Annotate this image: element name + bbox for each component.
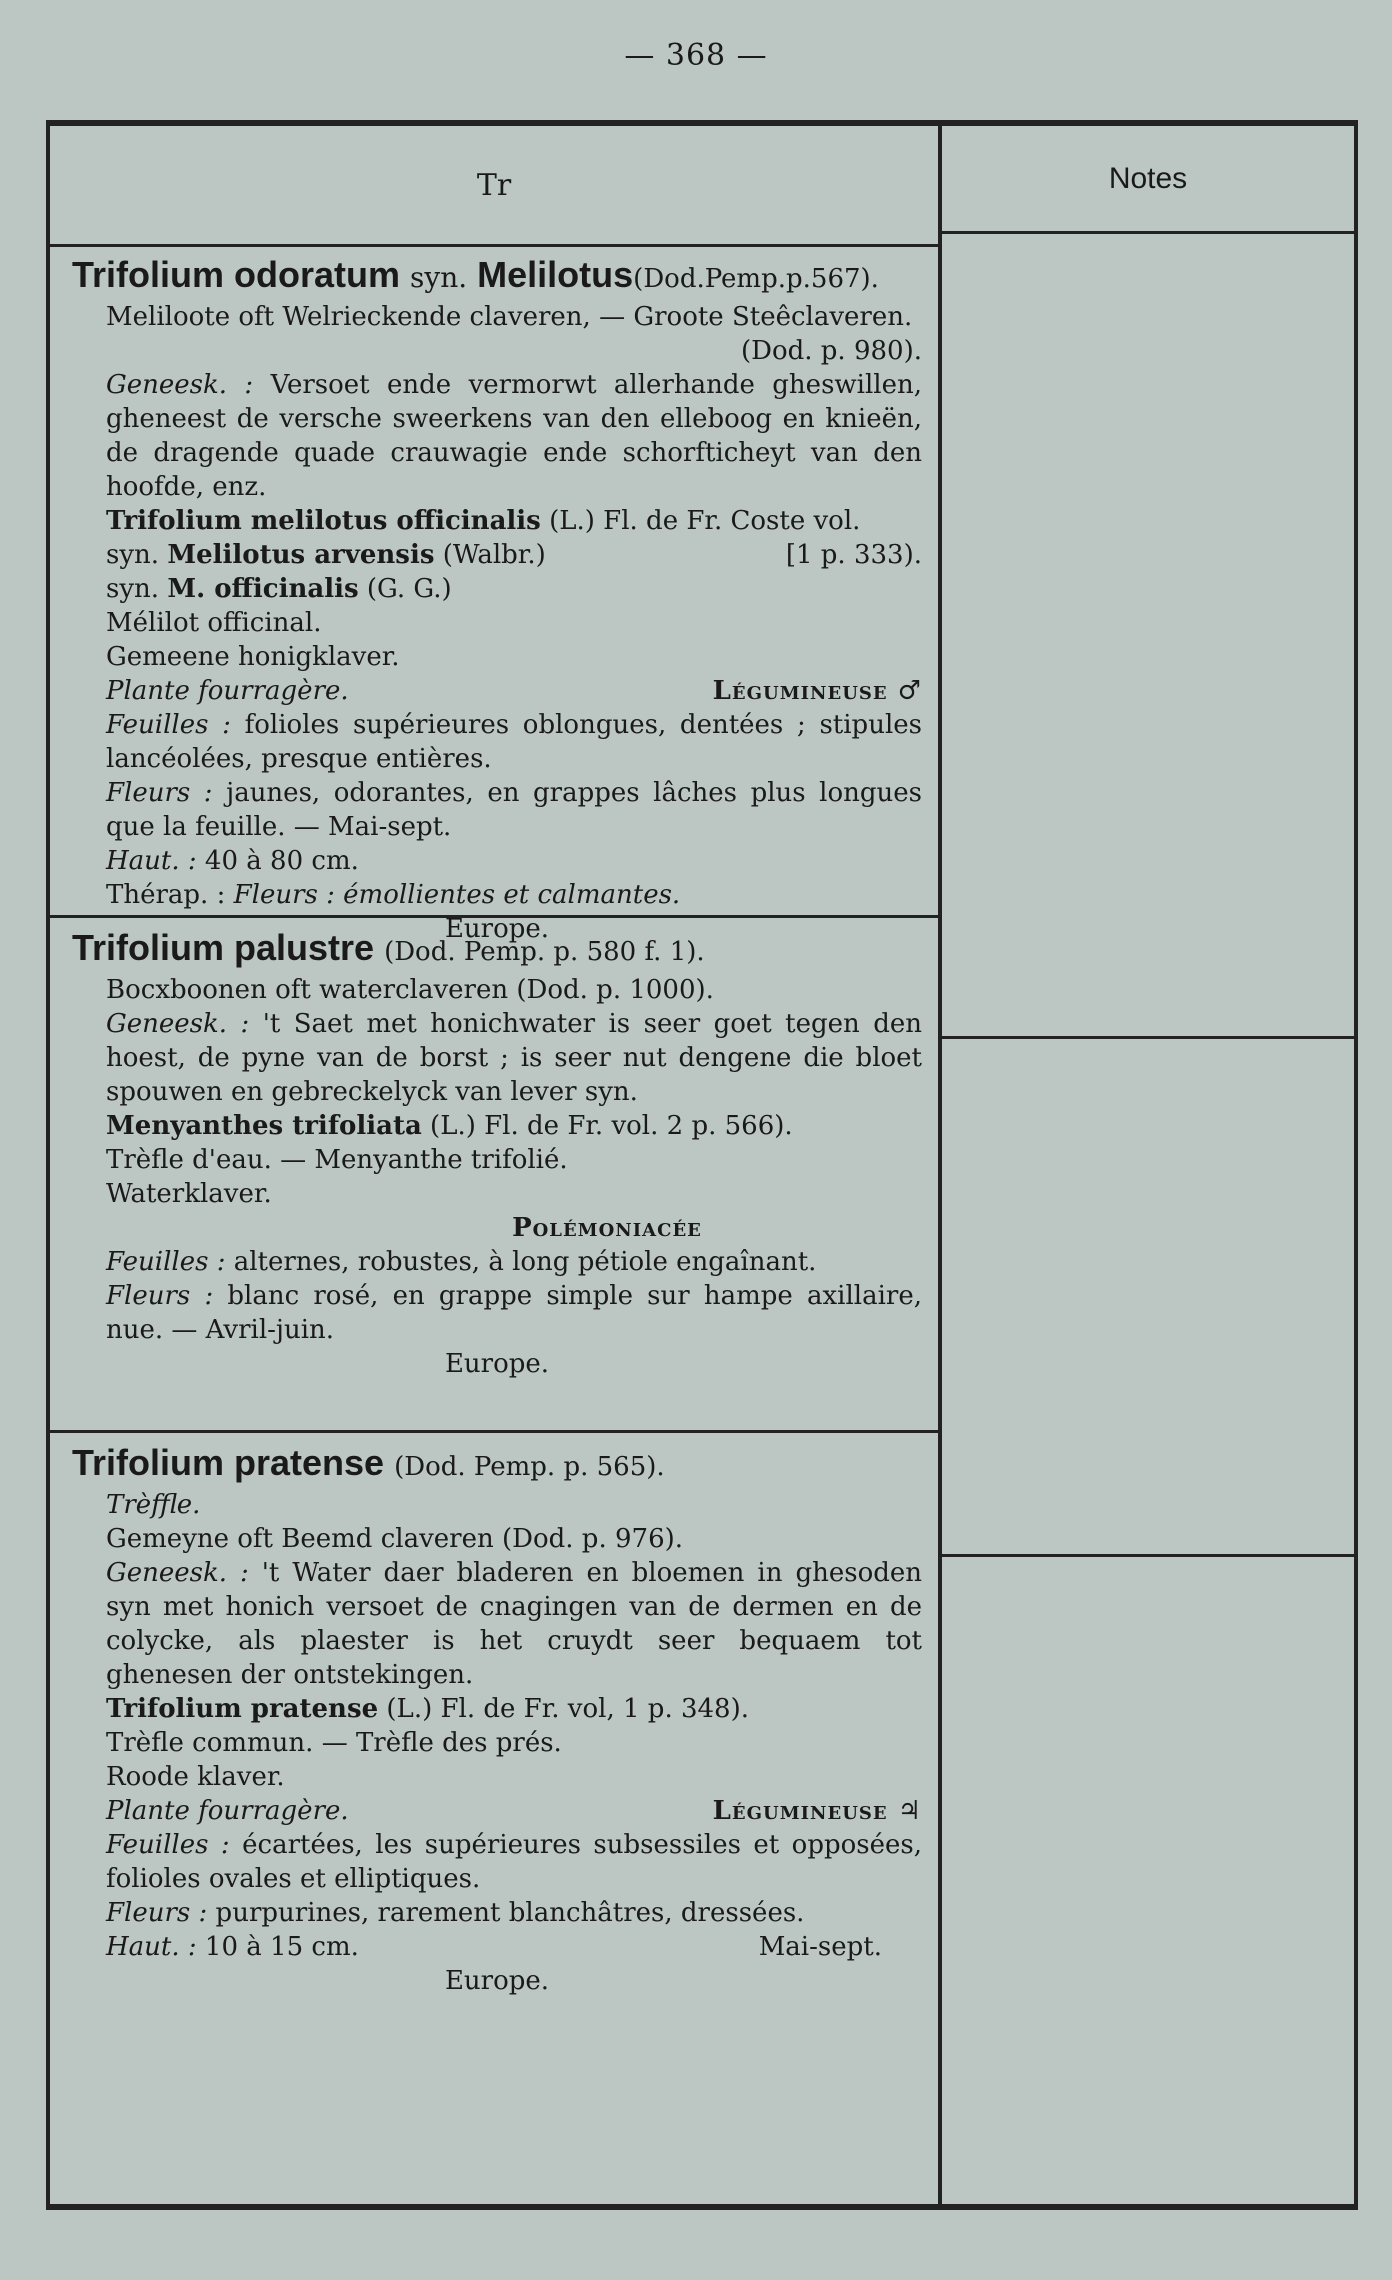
medicinal-use: Geneesk. : 't Saet met honichwater is seer goet tegen den hoest, de pyne van de borst ; is seer nut dengene die bloet spouwen en gebreckelyck van lever syn.	[106, 1009, 923, 1107]
entry-trifolium-palustre	[50, 921, 938, 1433]
plant-family: Polémoniacée	[512, 1213, 702, 1243]
entry-title: Trifolium pratense (Dod. Pemp. p. 565).	[72, 1442, 665, 1483]
entry-trifolium-odoratum	[50, 248, 938, 944]
vernacular-names: Gemeyne oft Beemd claveren (Dod. p. 976).	[106, 1524, 684, 1554]
notes-divider	[942, 1554, 1354, 1557]
old-name: Trèffle.	[106, 1490, 201, 1520]
medicinal-use: Geneesk. : 't Water daer bladeren en bloemen in ghesoden syn met honich versoet de cnagingen van de dermen en de colycke, als plaester is het cruydt seer bequaem tot ghenesen der ontstekingen.	[106, 1558, 922, 1690]
vernacular-names: Bocxboonen oft waterclaveren (Dod. p. 1000).	[106, 975, 714, 1005]
scientific-name: Trifolium melilotus officinalis (L.) Fl. de Fr. Coste vol.	[106, 506, 861, 536]
column-header-notes: Notes	[942, 126, 1354, 234]
entry-title: Trifolium odoratum syn. Melilotus(Dod.Pemp.p.567).	[72, 254, 879, 295]
dutch-name: Gemeene honigklaver.	[106, 642, 400, 672]
leaves: Feuilles : folioles supérieures oblongues, dentées ; stipules lancéolées, presque entières.	[106, 710, 922, 774]
french-name: Mélilot officinal.	[106, 608, 322, 638]
synonym: syn. M. officinalis (G. G.)	[106, 574, 452, 604]
region: Europe.	[444, 914, 550, 944]
table-frame	[46, 120, 1358, 2210]
height-period: Haut. : 10 à 15 cm. Mai-sept.	[106, 1932, 882, 1962]
region: Europe.	[444, 1349, 550, 1379]
dutch-name: Waterklaver.	[106, 1179, 272, 1209]
flowers: Fleurs : blanc rosé, en grappe simple sur hampe axillaire, nue. — Avril-juin.	[106, 1281, 922, 1345]
scientific-name: Menyanthes trifoliata (L.) Fl. de Fr. vol. 2 p. 566).	[106, 1111, 793, 1141]
vernacular-names: Meliloote oft Welrieckende claveren, — Groote Steêclaveren.	[106, 302, 913, 332]
therapeutic: Thérap. : Fleurs : émollientes et calmantes.	[106, 880, 681, 910]
scientific-name: Trifolium pratense (L.) Fl. de Fr. vol, 1 p. 348).	[106, 1694, 750, 1724]
use-family: Plante fourragère. Légumineuse ♃	[106, 1796, 922, 1826]
entry-trifolium-pratense	[50, 1436, 938, 2206]
leaves: Feuilles : écartées, les supérieures subsessiles et opposées, folioles ovales et elliptiques.	[106, 1830, 922, 1894]
region: Europe.	[444, 1966, 550, 1996]
column-header-tr: Tr	[50, 126, 938, 247]
flowers: Fleurs : jaunes, odorantes, en grappes lâches plus longues que la feuille. — Mai-sept.	[106, 778, 922, 842]
synonym: syn. Melilotus arvensis (Walbr.) [1 p. 333).	[106, 540, 922, 570]
flowers: Fleurs : purpurines, rarement blanchâtres, dressées.	[106, 1898, 805, 1928]
use-family: Plante fourragère. Légumineuse ♂	[106, 676, 922, 706]
leaves: Feuilles : alternes, robustes, à long pétiole engaînant.	[106, 1247, 817, 1277]
notes-divider	[942, 1036, 1354, 1039]
page-number: — 368 —	[624, 38, 768, 73]
medicinal-use: Geneesk. : Versoet ende vermorwt allerhande gheswillen, gheneest de versche sweerkens van den elleboog en knieën, de dragende quade crauwagie ende schorfticheyt van den hoofde, enz.	[106, 370, 923, 502]
french-name: Trèfle d'eau. — Menyanthe trifolié.	[106, 1145, 568, 1175]
height: Haut. : 40 à 80 cm.	[106, 846, 359, 876]
reference: (Dod. p. 980).	[740, 336, 922, 366]
french-name: Trèfle commun. — Trèfle des prés.	[106, 1728, 562, 1758]
dutch-name: Roode klaver.	[106, 1762, 285, 1792]
entry-title: Trifolium palustre (Dod. Pemp. p. 580 f. 1).	[72, 927, 705, 968]
column-divider	[938, 126, 942, 2204]
